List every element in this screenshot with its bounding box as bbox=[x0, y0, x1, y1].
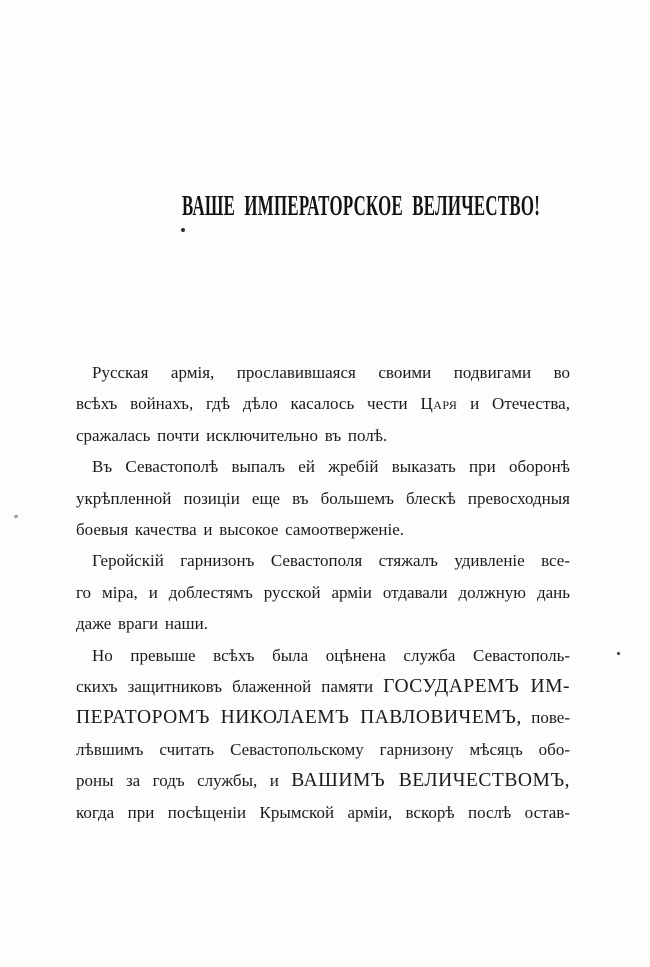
text-segment: укрѣпленной позиціи еще въ большемъ блескѣ превосходныя bbox=[76, 488, 570, 508]
text-segment: Геройскій гарнизонъ Севастополя стяжалъ удивленіе все- bbox=[92, 551, 570, 571]
text-segment: и Отечества, bbox=[457, 394, 570, 414]
text-line bbox=[76, 734, 570, 765]
text-segment: роны за годъ службы, и bbox=[76, 771, 292, 791]
text-line bbox=[76, 357, 570, 388]
text-segment: пове- bbox=[521, 708, 571, 728]
text-line bbox=[76, 640, 570, 671]
text-segment: сражалась почти исключительно въ полѣ. bbox=[76, 425, 388, 445]
dedication-heading: ВАШЕ ИМПЕРАТОРСКОЕ ВЕЛИЧЕСТВО! bbox=[182, 191, 541, 222]
text-segment: Въ Севастополѣ выпалъ ей жребій выказать при оборонѣ bbox=[92, 457, 570, 477]
ink-speck-left-margin bbox=[14, 514, 19, 518]
bigcaps-text-segment: ГОСУДАРЕМЪ ИМ- bbox=[383, 676, 570, 698]
ink-speck-below-heading bbox=[181, 228, 185, 232]
ink-speck-right-margin bbox=[617, 652, 620, 655]
text-line bbox=[76, 545, 570, 576]
text-line bbox=[76, 702, 570, 733]
smallcaps-text-segment: Царя bbox=[420, 394, 458, 414]
bigcaps-text-segment: ПЕРАТОРОМЪ НИКОЛАЕМЪ ПАВЛОВИЧЕМЪ, bbox=[76, 707, 522, 729]
text-segment: скихъ защитниковъ блаженной памяти bbox=[76, 677, 384, 697]
text-segment: боевыя качества и высокое самоотверженіе. bbox=[76, 520, 405, 540]
text-line bbox=[76, 420, 570, 451]
text-line bbox=[76, 577, 570, 608]
bigcaps-text-segment: ВАШИМЪ ВЕЛИЧЕСТВОМЪ, bbox=[291, 770, 570, 792]
text-segment: даже враги наши. bbox=[76, 614, 208, 634]
text-line bbox=[76, 388, 570, 419]
text-line bbox=[76, 608, 570, 639]
text-line bbox=[76, 765, 570, 796]
text-line bbox=[76, 451, 570, 482]
text-line bbox=[76, 483, 570, 514]
text-segment: когда при посѣщеніи Крымской арміи, вскорѣ послѣ остав- bbox=[76, 802, 570, 822]
text-line bbox=[76, 797, 570, 828]
text-line bbox=[76, 671, 570, 702]
text-segment: го міра, и доблестямъ русской арміи отдавали должную дань bbox=[76, 582, 570, 602]
text-segment: Русская армія, прославившаяся своими подвигами во bbox=[92, 363, 570, 382]
text-segment: лѣвшимъ считать Севастопольскому гарнизону мѣсяцъ обо- bbox=[76, 739, 570, 759]
body-text-block bbox=[76, 357, 570, 828]
text-segment: всѣхъ войнахъ, гдѣ дѣло касалось чести bbox=[76, 394, 421, 414]
text-line bbox=[76, 514, 570, 545]
text-segment: Но превыше всѣхъ была оцѣнена служба Севастополь- bbox=[92, 645, 570, 665]
